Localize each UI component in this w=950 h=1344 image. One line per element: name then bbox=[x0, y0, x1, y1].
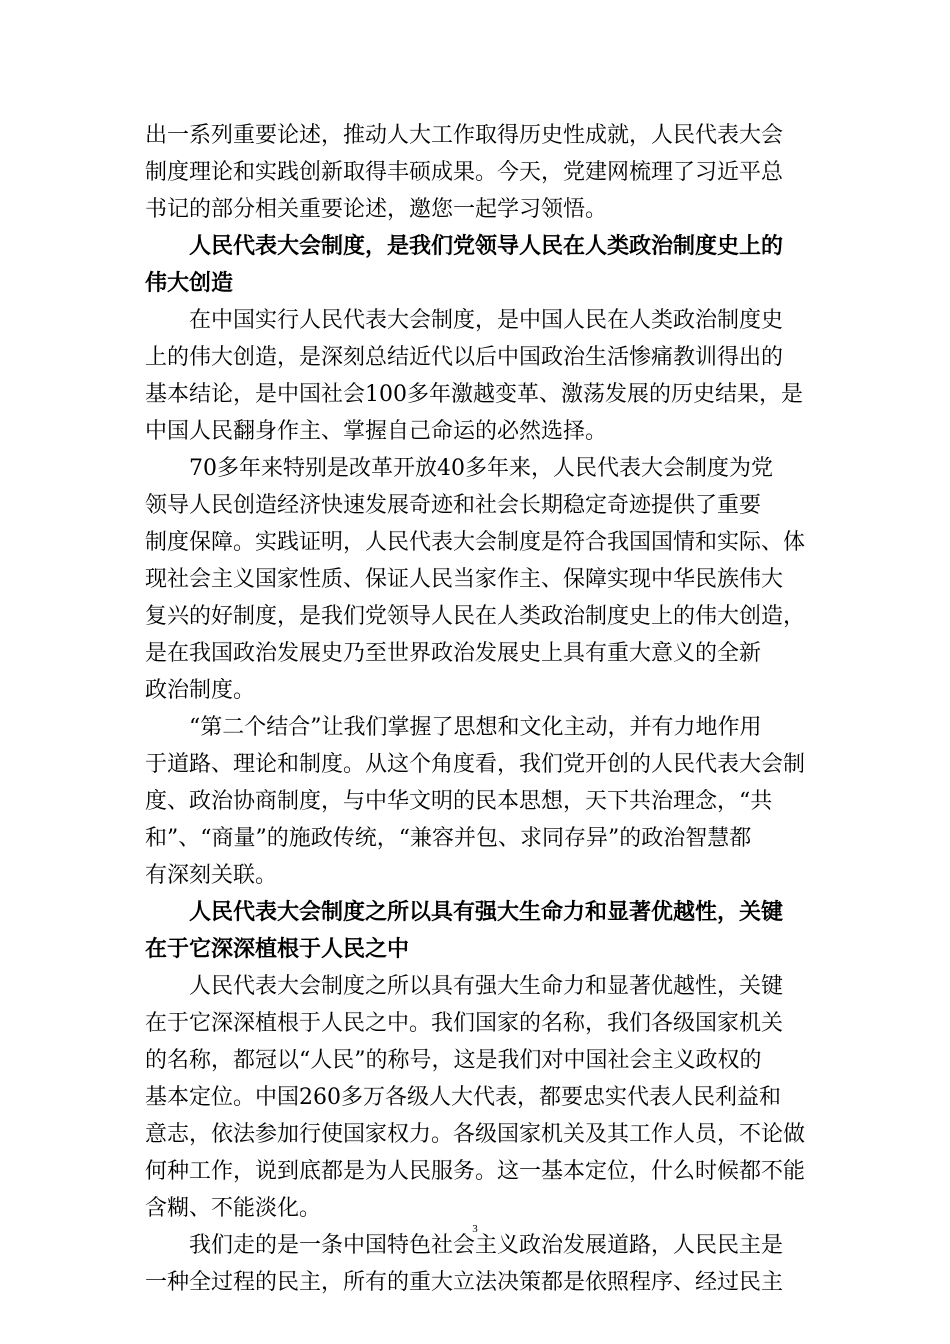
heading-line: 人民代表大会制度，是我们党领导人民在人类政治制度史上的 bbox=[189, 233, 784, 259]
heading-line: 在于它深深植根于人民之中 bbox=[145, 936, 410, 962]
heading-line: 人民代表大会制度之所以具有强大生命力和显著优越性，关键 bbox=[189, 899, 784, 925]
text-line: 制度理论和实践创新取得丰硕成果。今天，党建网梳理了习近平总 bbox=[145, 160, 784, 185]
text-line: “第二个结合”让我们掌握了思想和文化主动，并有力地作用 bbox=[189, 715, 762, 740]
body-text bbox=[145, 117, 810, 1301]
text-line: 中国人民翻身作主、掌握自己命运的必然选择。 bbox=[145, 419, 608, 444]
text-line: 含糊、不能淡化。 bbox=[145, 1196, 322, 1221]
text-line: 意志，依法参加行使国家权力。各级国家机关及其工作人员，不论做 bbox=[145, 1122, 806, 1147]
text-line: 制度保障。实践证明，人民代表大会制度是符合我国国情和实际、体 bbox=[145, 530, 806, 555]
text-line: 和”、“商量”的施政传统，“兼容并包、求同存异”的政治智慧都 bbox=[145, 826, 752, 851]
text-line: 我们走的是一条中国特色社会主义政治发展道路，人民民主是 bbox=[189, 1233, 784, 1258]
text-line: 是在我国政治发展史乃至世界政治发展史上具有重大意义的全新 bbox=[145, 641, 762, 666]
text-line: 复兴的好制度，是我们党领导人民在人类政治制度史上的伟大创造， bbox=[145, 604, 806, 629]
text-line: 度、政治协商制度，与中华文明的民本思想，天下共治理念，“共 bbox=[145, 789, 773, 814]
text-line: 的名称，都冠以“人民”的称号，这是我们对中国社会主义政权的 bbox=[145, 1048, 762, 1073]
heading-line: 伟大创造 bbox=[145, 270, 234, 296]
text-line: 领导人民创造经济快速发展奇迹和社会长期稳定奇迹提供了重要 bbox=[145, 493, 762, 518]
text-line: 基本定位。中国260多万各级人大代表，都要忠实代表人民利益和 bbox=[145, 1085, 781, 1110]
text-line: 于道路、理论和制度。从这个角度看，我们党开创的人民代表大会制 bbox=[145, 752, 806, 777]
text-line: 在于它深深植根于人民之中。我们国家的名称，我们各级国家机关 bbox=[145, 1011, 784, 1036]
text-line: 70多年来特别是改革开放40多年来，人民代表大会制度为党 bbox=[189, 456, 773, 481]
text-line: 有深刻关联。 bbox=[145, 863, 278, 888]
text-line: 人民代表大会制度之所以具有强大生命力和显著优越性，关键 bbox=[189, 974, 784, 999]
text-line: 出一系列重要论述，推动人大工作取得历史性成就，人民代表大会 bbox=[145, 123, 784, 148]
text-line: 何种工作，说到底都是为人民服务。这一基本定位，什么时候都不能 bbox=[145, 1159, 806, 1184]
text-line: 书记的部分相关重要论述，邀您一起学习领悟。 bbox=[145, 197, 608, 222]
page-number: 3 bbox=[472, 1223, 478, 1235]
text-line: 现社会主义国家性质、保证人民当家作主、保障实现中华民族伟大 bbox=[145, 567, 784, 592]
text-line: 基本结论，是中国社会100多年激越变革、激荡发展的历史结果，是 bbox=[145, 382, 803, 407]
text-line: 上的伟大创造，是深刻总结近代以后中国政治生活惨痛教训得出的 bbox=[145, 345, 784, 370]
text-line: 政治制度。 bbox=[145, 678, 256, 703]
text-line: 一种全过程的民主，所有的重大立法决策都是依照程序、经过民主 bbox=[145, 1270, 784, 1295]
text-line: 在中国实行人民代表大会制度，是中国人民在人类政治制度史 bbox=[189, 308, 784, 333]
